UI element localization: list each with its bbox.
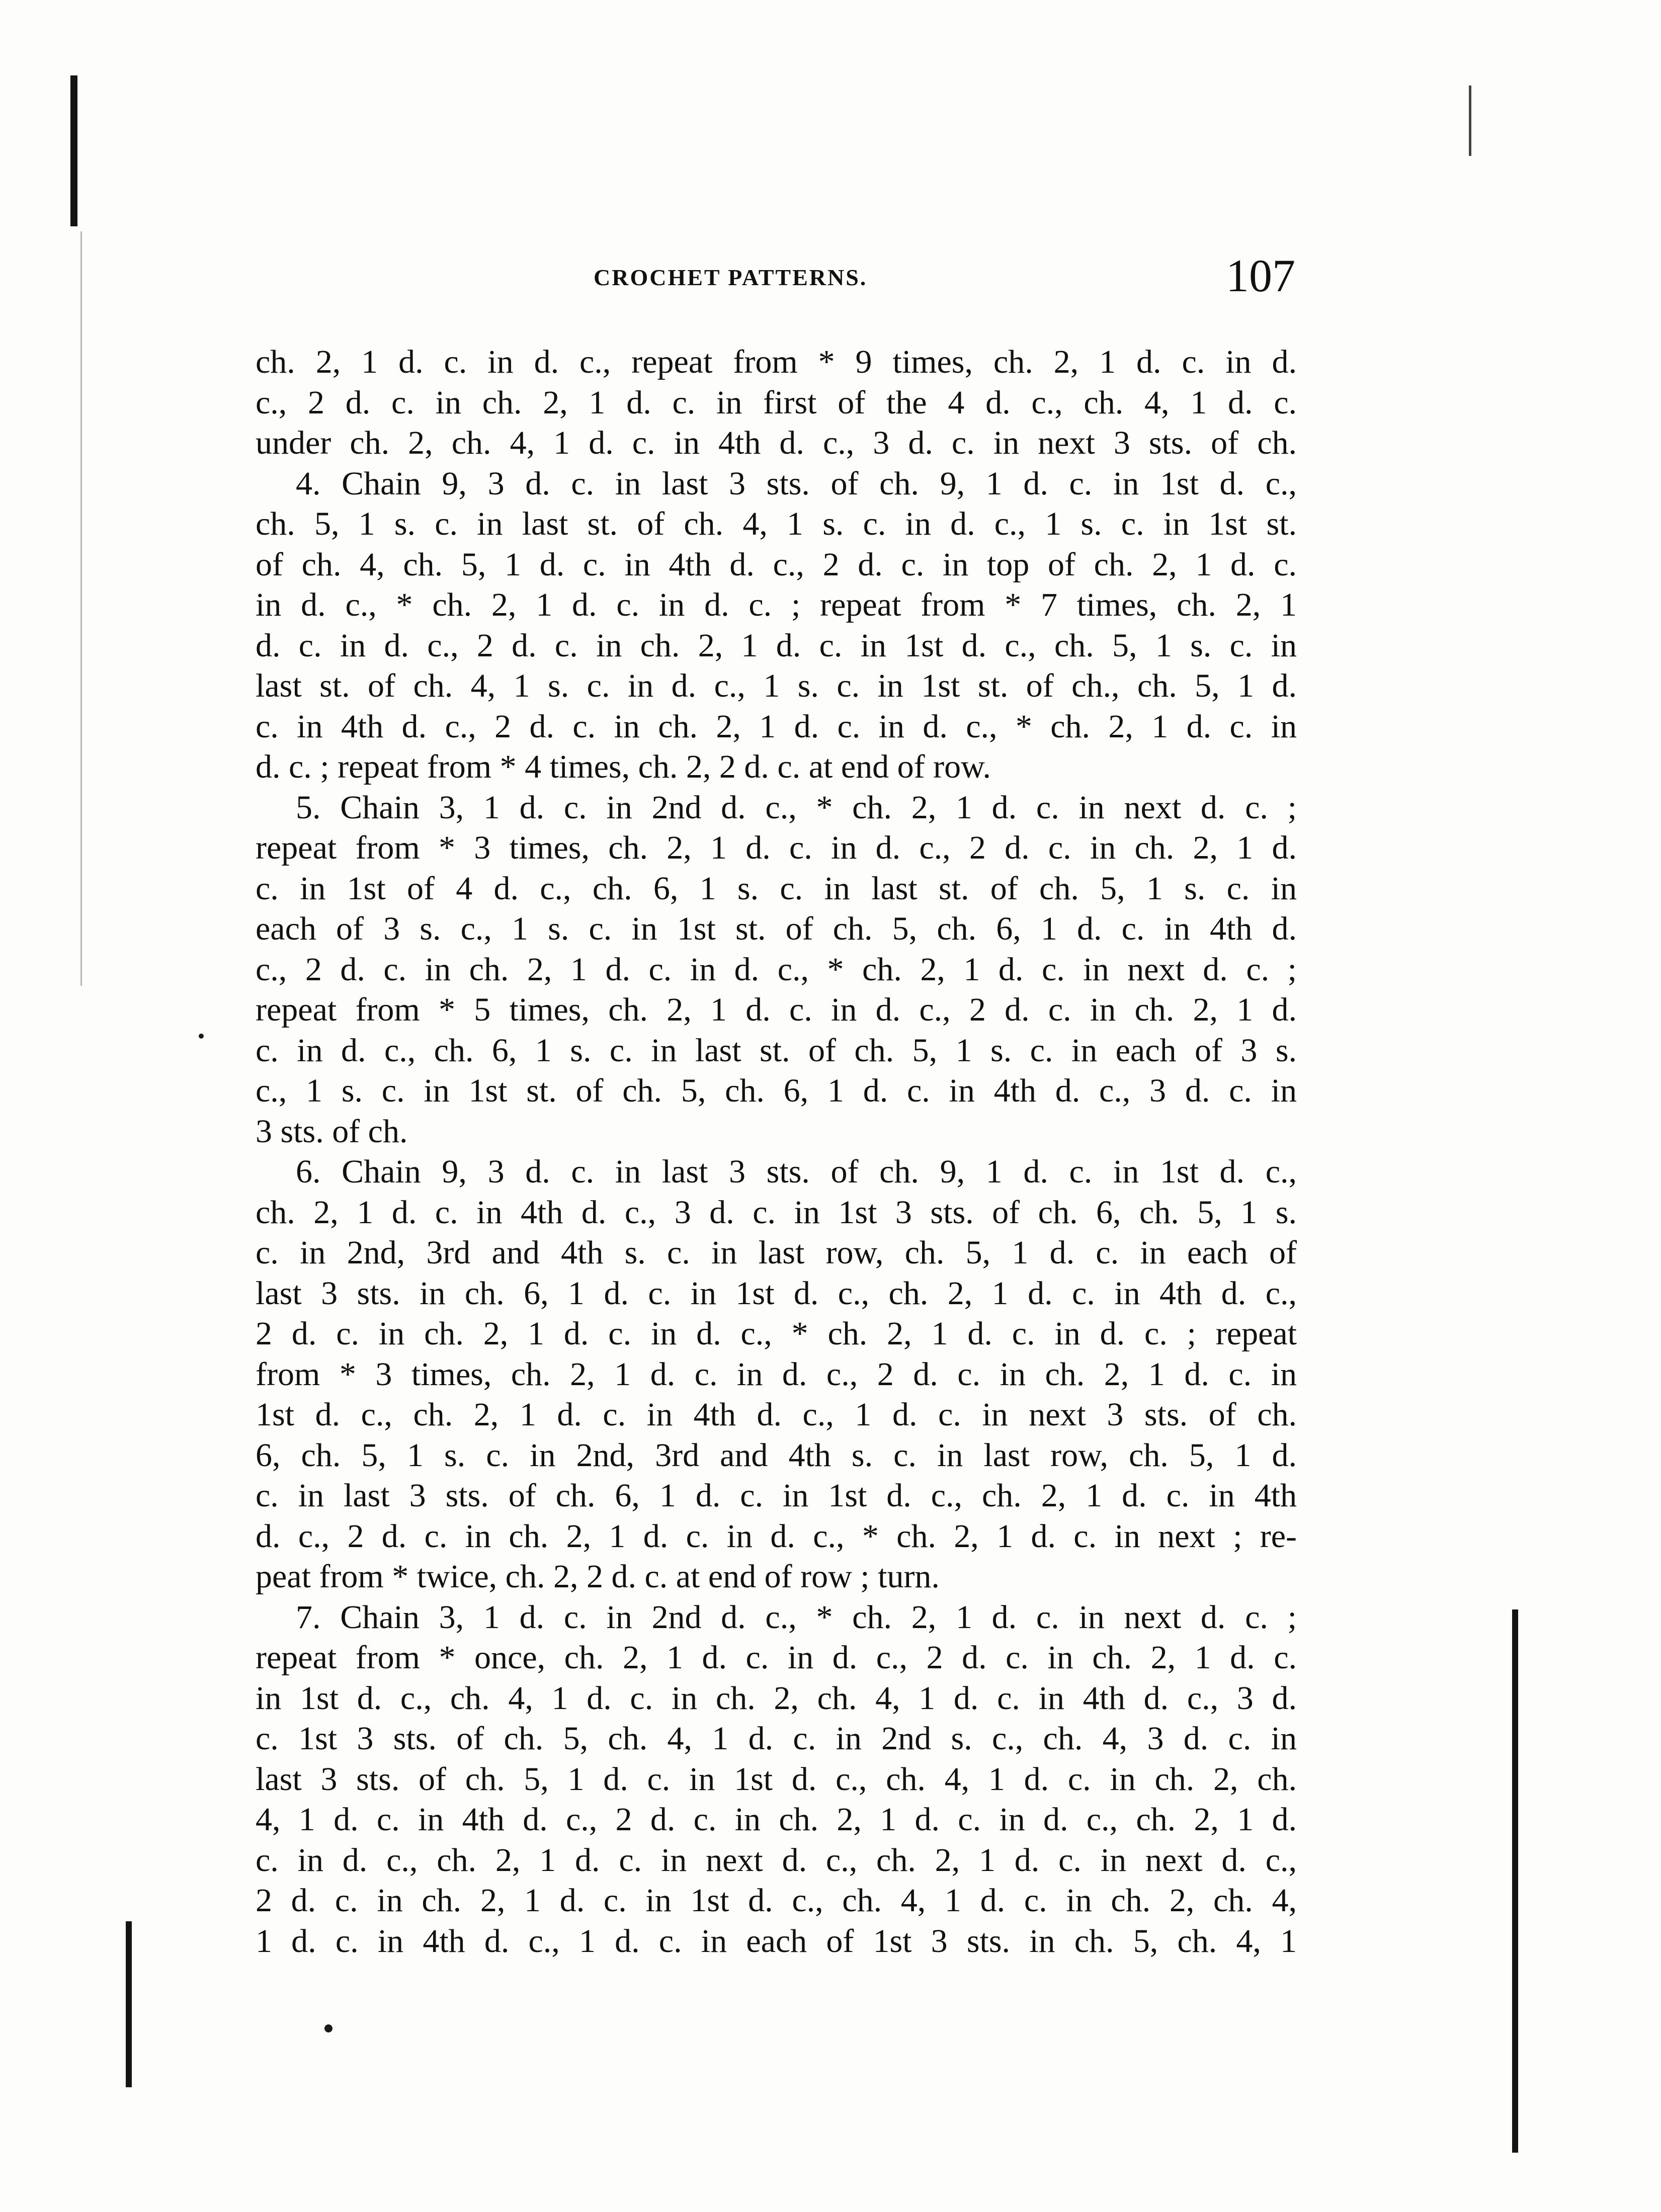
text-line: 2 d. c. in ch. 2, 1 d. c. in 1st d. c., ch. 4, 1 d. c. in ch. 2, ch. 4, [256,1882,1297,1919]
text-line: each of 3 s. c., 1 s. c. in 1st st. of ch. 5, ch. 6, 1 d. c. in 4th d. [256,910,1297,947]
text-line: under ch. 2, ch. 4, 1 d. c. in 4th d. c., 3 d. c. in next 3 sts. of ch. [256,424,1297,461]
text-line: in d. c., * ch. 2, 1 d. c. in d. c. ; repeat from * 7 times, ch. 2, 1 [256,586,1297,623]
text-line: last st. of ch. 4, 1 s. c. in d. c., 1 s. c. in 1st st. of ch., ch. 5, 1 d. [256,667,1297,704]
text-line: c. in 2nd, 3rd and 4th s. c. in last row, ch. 5, 1 d. c. in each of [256,1234,1297,1271]
text-line: from * 3 times, ch. 2, 1 d. c. in d. c., 2 d. c. in ch. 2, 1 d. c. in [256,1355,1297,1393]
text-line: c. 1st 3 sts. of ch. 5, ch. 4, 1 d. c. in 2nd s. c., ch. 4, 3 d. c. in [256,1720,1297,1757]
binding-edge-mark [1469,86,1471,156]
text-line: in 1st d. c., ch. 4, 1 d. c. in ch. 2, ch. 4, 1 d. c. in 4th d. c., 3 d. [256,1679,1297,1717]
text-line: 7. Chain 3, 1 d. c. in 2nd d. c., * ch. 2, 1 d. c. in next d. c. ; [296,1598,1297,1636]
text-line: 5. Chain 3, 1 d. c. in 2nd d. c., * ch. 2, 1 d. c. in next d. c. ; [296,789,1297,826]
text-line: c. in 1st of 4 d. c., ch. 6, 1 s. c. in last st. of ch. 5, 1 s. c. in [256,870,1297,907]
text-line: c., 2 d. c. in ch. 2, 1 d. c. in first of the 4 d. c., ch. 4, 1 d. c. [256,384,1297,421]
text-line: c., 2 d. c. in ch. 2, 1 d. c. in d. c., * ch. 2, 1 d. c. in next d. c. ; [256,951,1297,988]
binding-edge-mark [126,1921,132,2087]
text-line: 2 d. c. in ch. 2, 1 d. c. in d. c., * ch. 2, 1 d. c. in d. c. ; repeat [256,1315,1297,1352]
text-line: repeat from * 3 times, ch. 2, 1 d. c. in d. c., 2 d. c. in ch. 2, 1 d. [256,829,1297,866]
text-line: d. c. in d. c., 2 d. c. in ch. 2, 1 d. c. in 1st d. c., ch. 5, 1 s. c. in [256,627,1297,664]
text-line: 6. Chain 9, 3 d. c. in last 3 sts. of ch. 9, 1 d. c. in 1st d. c., [296,1153,1297,1190]
text-line: peat from * twice, ch. 2, 2 d. c. at end of row ; turn. [256,1558,940,1595]
text-line: c. in d. c., ch. 6, 1 s. c. in last st. of ch. 5, 1 s. c. in each of 3 s. [256,1032,1297,1069]
text-line: repeat from * once, ch. 2, 1 d. c. in d. c., 2 d. c. in ch. 2, 1 d. c. [256,1639,1297,1676]
text-line: ch. 2, 1 d. c. in 4th d. c., 3 d. c. in 1st 3 sts. of ch. 6, ch. 5, 1 s. [256,1194,1297,1231]
text-line: 4. Chain 9, 3 d. c. in last 3 sts. of ch. 9, 1 d. c. in 1st d. c., [296,465,1297,502]
text-line: c. in 4th d. c., 2 d. c. in ch. 2, 1 d. c. in d. c., * ch. 2, 1 d. c. in [256,708,1297,745]
text-line: last 3 sts. in ch. 6, 1 d. c. in 1st d. c., ch. 2, 1 d. c. in 4th d. c., [256,1274,1297,1312]
text-line: d. c. ; repeat from * 4 times, ch. 2, 2 d. c. at end of row. [256,748,991,785]
text-line: last 3 sts. of ch. 5, 1 d. c. in 1st d. c., ch. 4, 1 d. c. in ch. 2, ch. [256,1760,1297,1798]
text-line: ch. 5, 1 s. c. in last st. of ch. 4, 1 s. c. in d. c., 1 s. c. in 1st st. [256,505,1297,542]
text-line: 4, 1 d. c. in 4th d. c., 2 d. c. in ch. 2, 1 d. c. in d. c., ch. 2, 1 d. [256,1801,1297,1838]
body-text [256,342,1297,1962]
text-line: 6, ch. 5, 1 s. c. in 2nd, 3rd and 4th s. c. in last row, ch. 5, 1 d. [256,1436,1297,1474]
text-line: 3 sts. of ch. [256,1113,408,1150]
text-line: ch. 2, 1 d. c. in d. c., repeat from * 9 times, ch. 2, 1 d. c. in d. [256,344,1297,380]
text-line: 1 d. c. in 4th d. c., 1 d. c. in each of 1st 3 sts. in ch. 5, ch. 4, 1 [256,1922,1297,1960]
text-line: d. c., 2 d. c. in ch. 2, 1 d. c. in d. c., * ch. 2, 1 d. c. in next ; re- [256,1517,1297,1555]
running-title: CROCHET PATTERNS. [594,265,868,290]
binding-edge-mark [80,231,82,986]
binding-edge-mark [1512,1609,1518,2153]
page-number: 107 [1226,250,1295,301]
binding-edge-mark [70,75,77,226]
running-header [252,249,1295,304]
text-line: c., 1 s. c. in 1st st. of ch. 5, ch. 6, 1 d. c. in 4th d. c., 3 d. c. in [256,1072,1297,1109]
text-line: repeat from * 5 times, ch. 2, 1 d. c. in d. c., 2 d. c. in ch. 2, 1 d. [256,991,1297,1028]
text-line: 1st d. c., ch. 2, 1 d. c. in 4th d. c., 1 d. c. in next 3 sts. of ch. [256,1396,1297,1433]
text-line: of ch. 4, ch. 5, 1 d. c. in 4th d. c., 2 d. c. in top of ch. 2, 1 d. c. [256,546,1297,583]
text-line: c. in last 3 sts. of ch. 6, 1 d. c. in 1st d. c., ch. 2, 1 d. c. in 4th [256,1477,1297,1514]
text-line: c. in d. c., ch. 2, 1 d. c. in next d. c., ch. 2, 1 d. c. in next d. c., [256,1841,1297,1879]
ink-speck [324,2024,333,2032]
ink-speck [199,1034,204,1039]
